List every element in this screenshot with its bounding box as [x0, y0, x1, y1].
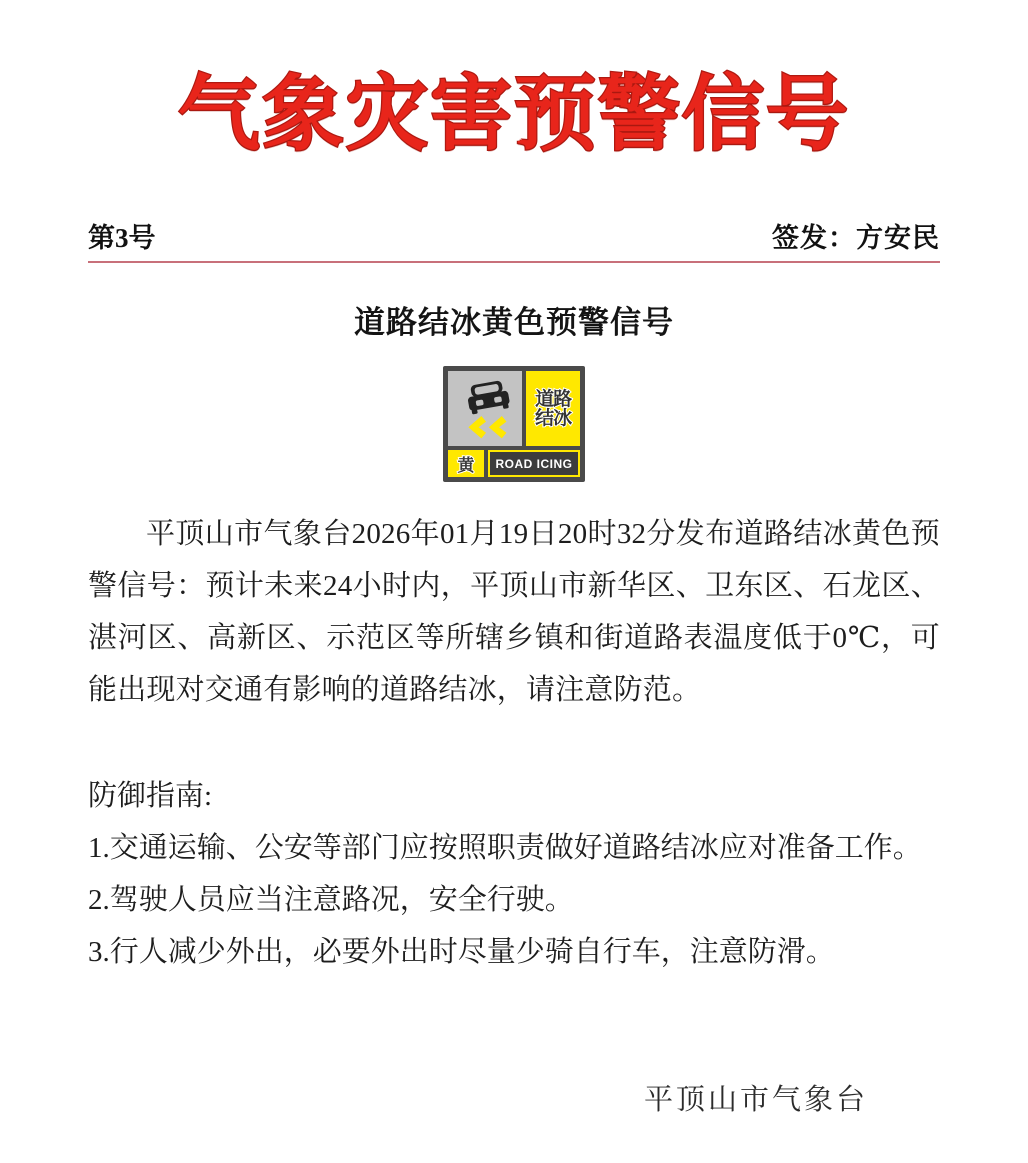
- icon-english-label: [488, 450, 580, 477]
- issue-row: [88, 216, 940, 261]
- footer-issuer: 平顶山市气象台: [643, 1084, 868, 1116]
- warning-icon-container: [88, 366, 940, 482]
- defense-guide-item-3: 3.行人减少外出，必要外出时尽量少骑自行车，注意防滑。: [88, 936, 835, 968]
- warning-body-paragraph: 平顶山市气象台2026年01月19日20时32分发布道路结冰黄色预警信号：预计未来24小时内，平顶山市新华区、卫东区、石龙区、湛河区、高新区、示范区等所辖乡镇和街道路表温度低于0℃，可能出现对交通有影响的道路结冰，请注意防范。: [88, 518, 940, 706]
- defense-guide-item-1: 1.交通运输、公安等部门应按照职责做好道路结冰应对准备工作。: [88, 832, 922, 864]
- header-divider: [88, 261, 940, 263]
- warning-level-text: 黄: [457, 456, 475, 476]
- issue-number: 第3号: [88, 223, 156, 253]
- icon-chinese-label: [526, 371, 580, 446]
- icon-label-en: ROAD ICING: [495, 456, 573, 471]
- warning-subtitle: 道路结冰黄色预警信号: [354, 305, 674, 340]
- skidding-car-icon: [448, 371, 522, 446]
- masthead: [88, 0, 940, 194]
- page-title: 气象灾害预警信号: [177, 69, 850, 160]
- icon-label-line2: 结冰: [535, 407, 572, 429]
- warning-level-badge: [448, 450, 484, 477]
- defense-guide-heading: 防御指南:: [88, 780, 213, 812]
- icon-bottom-row: [448, 450, 580, 477]
- road-icing-warning-icon: [443, 366, 585, 482]
- signer-label: 签发：方安民: [772, 223, 940, 253]
- defense-guide-item-2: 2.驾驶人员应当注意路况，安全行驶。: [88, 884, 574, 916]
- icon-label-line1: 道路: [535, 388, 572, 410]
- icon-top-row: [448, 371, 580, 446]
